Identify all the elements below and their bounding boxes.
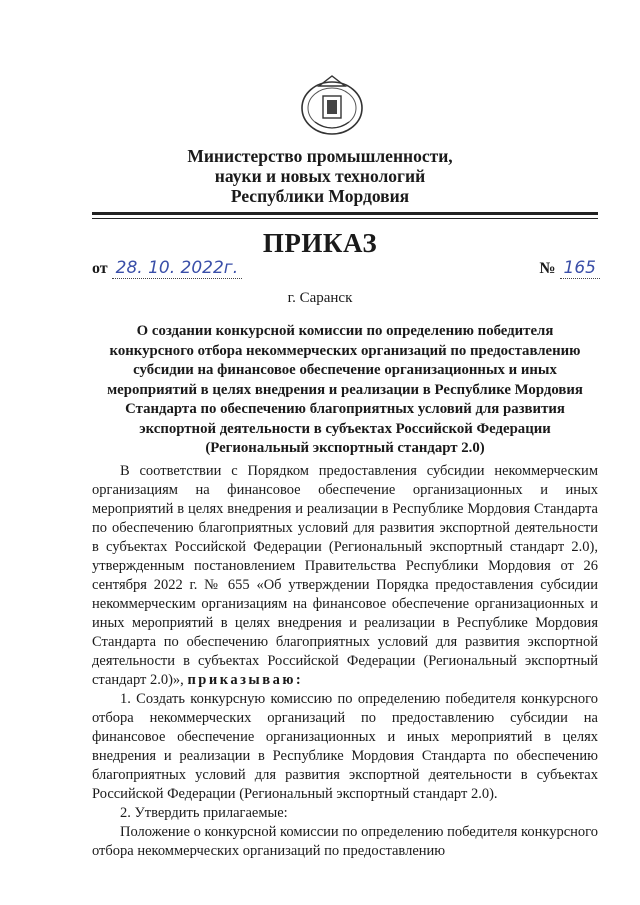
subject-line: (Региональный экспортный стандарт 2.0)	[205, 440, 485, 456]
ministry-name	[0, 146, 640, 206]
document-title: ПРИКАЗ	[262, 228, 378, 258]
header-rule-thin	[92, 218, 598, 219]
ministry-line: Республики Мордовия	[230, 186, 410, 206]
order-word: приказываю:	[187, 672, 304, 688]
number-value: 165	[560, 258, 600, 279]
subject-line: О создании конкурсной комиссии по определению победителя	[136, 323, 554, 339]
order-number	[539, 258, 600, 278]
coat-of-arms-icon	[297, 68, 367, 138]
subject-line: конкурсного отбора некоммерческих организаций по предоставлению	[109, 342, 581, 359]
subject-line: субсидии на финансовое обеспечение организационных и иных	[133, 362, 557, 378]
order-date	[92, 258, 242, 278]
preamble-text: В соответствии с Порядком предоставления субсидии некоммерческим организациям на финансовое обеспечение организационных и иных мероприятий в целях внедрения и реализации в Республике Мордовия Стандарта по обеспечению благоприятных условий для развития экспортной деятельности в субъектах Российской Федерации (Региональный экспортный стандарт 2.0), утвержденным постановлением Правительства Республики Мордовия от 26 сентября 2022 г. № 655 «Об утверждении Порядка предоставления субсидии некоммерческим организациям на финансовое обеспечение организационных и иных мероприятий в целях внедрения и реализации в Республике Мордовия Стандарта по обеспечению благоприятных условий для развития экспортной деятельности в субъектах Российской Федерации (Региональный экспортный стандарт 2.0)»,	[92, 463, 598, 688]
order-subject	[92, 322, 598, 459]
subject-line: Стандарта по обеспечению благоприятных условий для развития	[125, 401, 565, 417]
date-value: 28. 10. 2022г.	[112, 258, 242, 279]
ministry-line: Министерство промышленности,	[187, 146, 453, 166]
clause-2: 2. Утвердить прилагаемые:	[120, 805, 288, 821]
order-body	[92, 462, 598, 861]
city: г. Саранск	[287, 290, 353, 306]
subject-line: экспортной деятельности в субъектах Российской Федерации	[139, 420, 551, 437]
preamble-paragraph	[92, 462, 598, 690]
clause-1: 1. Создать конкурсную комиссию по определению победителя конкурсного отбора некоммерческих организаций по предоставлению субсидии на финансовое обеспечение организационных и иных мероприятий в целях внедрения и реализации в Республике Мордовия Стандарта по обеспечению благоприятных условий для развития экспортной деятельности в субъектах Российской Федерации (Региональный экспортный стандарт 2.0).	[92, 691, 598, 802]
header-rule-thick	[92, 212, 598, 215]
number-prefix: №	[539, 260, 556, 277]
subject-line: мероприятий в целях внедрения и реализации в Республике Мордовия	[107, 381, 583, 398]
date-prefix: от	[92, 260, 108, 277]
ministry-line: науки и новых технологий	[214, 166, 426, 186]
clause-2-item: Положение о конкурсной комиссии по определению победителя конкурсного отбора некоммерческих организаций по предоставлению	[92, 824, 598, 859]
